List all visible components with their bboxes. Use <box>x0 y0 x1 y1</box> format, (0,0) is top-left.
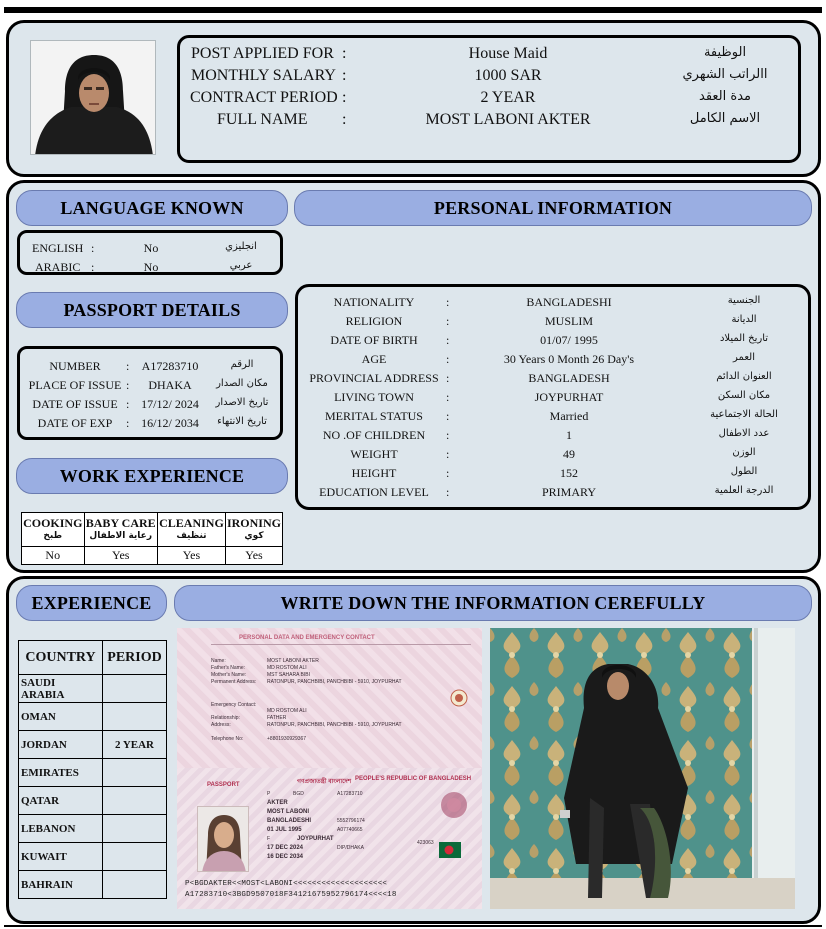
personal-value: 152 <box>560 466 578 480</box>
period-column-header: PERIOD <box>103 641 167 675</box>
pp-field-label: Emergency Contact: <box>211 702 257 708</box>
personal-label: RELIGION <box>345 314 403 328</box>
personal-arabic: الحالة الاجتماعية <box>710 409 778 420</box>
job-summary-box <box>177 35 801 163</box>
passport-arabic: تاريخ الاصدار <box>215 397 269 408</box>
work-col-label: BABY CARE <box>85 515 156 530</box>
country-title: PEOPLE'S REPUBLIC OF BANGLADESH <box>355 776 472 782</box>
work-col-cleaning <box>157 513 225 547</box>
passport-row <box>20 397 280 416</box>
experience-row <box>19 871 167 899</box>
passport-row <box>20 416 280 435</box>
post-applied-label: POST APPLIED FOR <box>191 45 334 62</box>
country-cell: QATAR <box>19 787 103 815</box>
language-box <box>17 230 283 275</box>
personal-label: EDUCATION LEVEL <box>319 485 429 499</box>
work-col-baby-care <box>84 513 157 547</box>
experience-header-row <box>19 641 167 675</box>
passport-word: PASSPORT <box>207 782 240 788</box>
monthly-salary-value: 1000 SAR <box>474 67 542 84</box>
experience-row <box>19 731 167 759</box>
pp-field-label: Permanent Address: <box>211 679 257 685</box>
experience-row <box>19 759 167 787</box>
pp-field-value: MD ROSTOM ALI <box>267 708 307 714</box>
colon: : <box>342 89 347 106</box>
passport-data-page <box>177 628 482 768</box>
personal-row <box>298 371 808 390</box>
work-col-arabic: تنظيف <box>176 530 207 541</box>
pp-control-no: 423063 <box>417 840 434 846</box>
personal-arabic: عدد الاطفال <box>718 428 770 439</box>
pp-birthplace: JOYPURHAT <box>297 836 334 842</box>
post-applied-arabic: الوظيفة <box>703 45 747 60</box>
applicant-photo <box>30 40 156 155</box>
pp-surname: AKTER <box>267 800 288 806</box>
passport-row <box>20 378 280 397</box>
full-name-row <box>180 111 798 133</box>
experience-row <box>19 843 167 871</box>
experience-row <box>19 815 167 843</box>
personal-row <box>298 447 808 466</box>
period-cell <box>103 703 167 731</box>
contract-period-value: 2 YEAR <box>480 89 536 106</box>
work-col-arabic: رعاية الاطفال <box>89 530 153 541</box>
experience-row <box>19 675 167 703</box>
language-arabic: عربي <box>229 260 253 271</box>
country-cell: JORDAN <box>19 731 103 759</box>
bottom-rule <box>4 925 822 927</box>
country-cell: SAUDI ARABIA <box>19 675 103 703</box>
work-experience-table <box>21 512 283 565</box>
personal-label: LIVING TOWN <box>334 390 414 404</box>
pp-personal-no: 5552796174 <box>337 818 365 824</box>
personal-label: MERITAL STATUS <box>325 409 423 423</box>
personal-row <box>298 409 808 428</box>
period-cell <box>103 843 167 871</box>
experience-row <box>19 703 167 731</box>
period-cell: 2 YEAR <box>103 731 167 759</box>
personal-value: Married <box>549 409 589 423</box>
personal-row <box>298 314 808 333</box>
language-row-arabic <box>20 260 280 279</box>
personal-row <box>298 466 808 485</box>
mrz-line-2: A17283710<3BGD9507018F34121675952796174<<<<18 <box>185 891 397 899</box>
bangladesh-emblem-icon <box>449 688 469 708</box>
personal-value: 49 <box>563 447 575 461</box>
personal-label: HEIGHT <box>351 466 397 480</box>
passport-label: DATE OF EXP <box>37 416 113 430</box>
pp-field-label: Relationship: <box>211 715 240 721</box>
personal-arabic: مكان السكن <box>717 390 771 401</box>
passport-value: A17283710 <box>141 359 199 373</box>
work-col-label: CLEANING <box>159 515 224 530</box>
passport-scan-image <box>177 628 482 909</box>
colon: : <box>91 241 95 255</box>
personal-label: DATE OF BIRTH <box>330 333 418 347</box>
full-name-arabic: الاسم الكامل <box>689 111 761 126</box>
work-value-baby-care: Yes <box>84 547 157 565</box>
personal-arabic: الجنسية <box>727 295 761 306</box>
experience-row <box>19 787 167 815</box>
period-cell <box>103 787 167 815</box>
pp-sex: F <box>267 836 271 842</box>
personal-row <box>298 485 808 504</box>
top-rule <box>4 7 822 13</box>
personal-value: BANGLADESH <box>528 371 610 385</box>
pp-field-value: FATHER <box>267 715 287 721</box>
personal-value: BANGLADESHI <box>526 295 612 309</box>
mrz-line-1: P<BGDAKTER<<MOST<LABONI<<<<<<<<<<<<<<<<<<<< <box>185 880 388 888</box>
work-value-cooking: No <box>22 547 85 565</box>
language-known-heading: LANGUAGE KNOWN <box>16 190 288 226</box>
personal-value: JOYPURHAT <box>534 390 604 404</box>
passport-value: 16/12/ 2034 <box>141 416 199 430</box>
country-cell: LEBANON <box>19 815 103 843</box>
passport-details-box <box>17 346 283 440</box>
pp-dob: 01 JUL 1995 <box>267 827 302 833</box>
write-down-heading: WRITE DOWN THE INFORMATION CEREFULLY <box>174 585 812 621</box>
personal-value: MUSLIM <box>544 314 594 328</box>
work-experience-heading: WORK EXPERIENCE <box>16 458 288 494</box>
work-col-label: COOKING <box>23 515 83 530</box>
pp-field-value: MD ROSTOM ALI <box>267 665 307 671</box>
personal-label: PROVINCIAL ADDRESS <box>309 371 439 385</box>
pp-given-name: MOST LABONI <box>267 809 309 815</box>
personal-label: AGE <box>361 352 387 366</box>
work-col-arabic: طبخ <box>43 530 63 541</box>
language-arabic: انجليزي <box>225 241 257 252</box>
personal-information-heading: PERSONAL INFORMATION <box>294 190 812 226</box>
period-cell <box>103 871 167 899</box>
personal-arabic: الدرجة العلمية <box>714 485 774 496</box>
pp-expiry-date: 16 DEC 2034 <box>267 854 304 860</box>
work-header-row <box>22 513 283 547</box>
personal-value: 1 <box>566 428 572 442</box>
pp-country-code: BGD <box>293 791 304 797</box>
passport-seal-icon <box>439 790 469 820</box>
country-title-bn: গণপ্রজাতন্ত্রী বাংলাদেশ <box>297 779 352 785</box>
personal-value: PRIMARY <box>541 485 597 499</box>
personal-label: NO .OF CHILDREN <box>322 428 426 442</box>
passport-value: 17/12/ 2024 <box>141 397 199 411</box>
pp-field-label: Address: <box>211 722 231 728</box>
pp-number: A17283710 <box>337 791 363 797</box>
post-applied-value: House Maid <box>468 45 548 62</box>
period-cell <box>103 759 167 787</box>
personal-arabic: تاريخ الميلاد <box>719 333 769 344</box>
work-col-label: IRONING <box>226 515 281 530</box>
colon: : <box>446 466 450 480</box>
full-name-value: MOST LABONI AKTER <box>425 111 591 128</box>
passport-arabic: تاريخ الانتهاء <box>217 416 267 427</box>
personal-arabic: الديانة <box>731 314 757 325</box>
colon: : <box>126 359 130 373</box>
colon: : <box>126 378 130 392</box>
pp-field-value: +8801930929367 <box>267 736 307 742</box>
colon: : <box>342 67 347 84</box>
colon: : <box>91 260 95 274</box>
pp-prev-passport: A07740665 <box>337 827 363 833</box>
passport-value: DHAKA <box>148 378 192 392</box>
pp-issue-date: 17 DEC 2024 <box>267 845 304 851</box>
language-row-english <box>20 241 280 260</box>
passport-row <box>20 359 280 378</box>
personal-label: WEIGHT <box>350 447 398 461</box>
pp-nationality: BANGLADESHI <box>267 818 312 824</box>
work-col-ironing <box>225 513 282 547</box>
colon: : <box>446 409 450 423</box>
passport-arabic: الرقم <box>230 359 254 370</box>
pp-field-label: Name: <box>211 658 226 664</box>
contract-period-label: CONTRACT PERIOD <box>190 89 338 106</box>
pp-type: P <box>267 791 271 797</box>
pp-field-value: MOST LABONI AKTER <box>267 658 319 664</box>
personal-row <box>298 428 808 447</box>
colon: : <box>446 390 450 404</box>
colon: : <box>342 45 347 62</box>
country-cell: EMIRATES <box>19 759 103 787</box>
work-value-cleaning: Yes <box>157 547 225 565</box>
full-body-photo <box>490 628 795 909</box>
full-name-label: FULL NAME <box>217 111 308 128</box>
language-value: No <box>143 260 159 274</box>
colon: : <box>126 416 130 430</box>
country-cell: KUWAIT <box>19 843 103 871</box>
passport-photo <box>197 806 249 872</box>
personal-info-box <box>295 284 811 510</box>
passport-label: DATE OF ISSUE <box>32 397 118 411</box>
passport-label: PLACE OF ISSUE <box>28 378 122 392</box>
colon: : <box>446 371 450 385</box>
personal-row <box>298 333 808 352</box>
country-cell: BAHRAIN <box>19 871 103 899</box>
passport-label: NUMBER <box>49 359 101 373</box>
personal-row <box>298 390 808 409</box>
work-value-row <box>22 547 283 565</box>
personal-arabic: الوزن <box>732 447 756 458</box>
colon: : <box>342 111 347 128</box>
pp-field-value: RATONPUR, PANCHBIBI, PANCHBIBI - 5910, JOYPURHAT <box>267 679 402 685</box>
personal-arabic: العمر <box>733 352 755 363</box>
personal-row <box>298 295 808 314</box>
monthly-salary-row <box>180 67 798 89</box>
pp-authority: DIP/DHAKA <box>337 845 364 851</box>
personal-label: NATIONALITY <box>333 295 415 309</box>
colon: : <box>446 447 450 461</box>
pp-field-value: MST SAHARA BIBI <box>267 672 310 678</box>
pp-field-label: Father's Name: <box>211 665 246 671</box>
personal-value: 01/07/ 1995 <box>540 333 598 347</box>
contract-period-arabic: مدة العقد <box>699 89 751 104</box>
divider <box>211 644 471 645</box>
passport-details-heading: PASSPORT DETAILS <box>16 292 288 328</box>
experience-heading: EXPERIENCE <box>16 585 167 621</box>
period-cell <box>103 675 167 703</box>
colon: : <box>446 352 450 366</box>
emergency-contact-title: PERSONAL DATA AND EMERGENCY CONTACT <box>239 635 375 641</box>
pp-field-label: Mother's Name: <box>211 672 247 678</box>
pp-field-value: RATONPUR, PANCHBIBI, PANCHBIBI - 5910, JOYPURHAT <box>267 722 402 728</box>
colon: : <box>446 485 450 499</box>
colon: : <box>446 428 450 442</box>
personal-arabic: العنوان الدائم <box>716 371 772 382</box>
country-cell: OMAN <box>19 703 103 731</box>
period-cell <box>103 815 167 843</box>
work-value-ironing: Yes <box>225 547 282 565</box>
personal-value: 30 Years 0 Month 26 Day's <box>503 352 635 366</box>
passport-arabic: مكان الصدار <box>216 378 268 389</box>
colon: : <box>446 295 450 309</box>
language-value: No <box>143 241 159 255</box>
bangladesh-flag-icon <box>439 842 461 858</box>
language-label: ARABIC <box>35 260 81 274</box>
personal-row <box>298 352 808 371</box>
monthly-salary-arabic: االراتب الشهري <box>682 67 768 82</box>
work-col-arabic: كوي <box>244 530 264 541</box>
post-applied-row <box>180 45 798 67</box>
personal-arabic: الطول <box>730 466 758 477</box>
pp-field-label: Telephone No: <box>211 736 244 742</box>
language-label: ENGLISH <box>32 241 84 255</box>
colon: : <box>446 333 450 347</box>
experience-table <box>18 640 167 899</box>
monthly-salary-label: MONTHLY SALARY <box>191 67 336 84</box>
colon: : <box>446 314 450 328</box>
country-column-header: COUNTRY <box>19 641 103 675</box>
colon: : <box>126 397 130 411</box>
contract-period-row <box>180 89 798 111</box>
work-col-cooking <box>22 513 85 547</box>
